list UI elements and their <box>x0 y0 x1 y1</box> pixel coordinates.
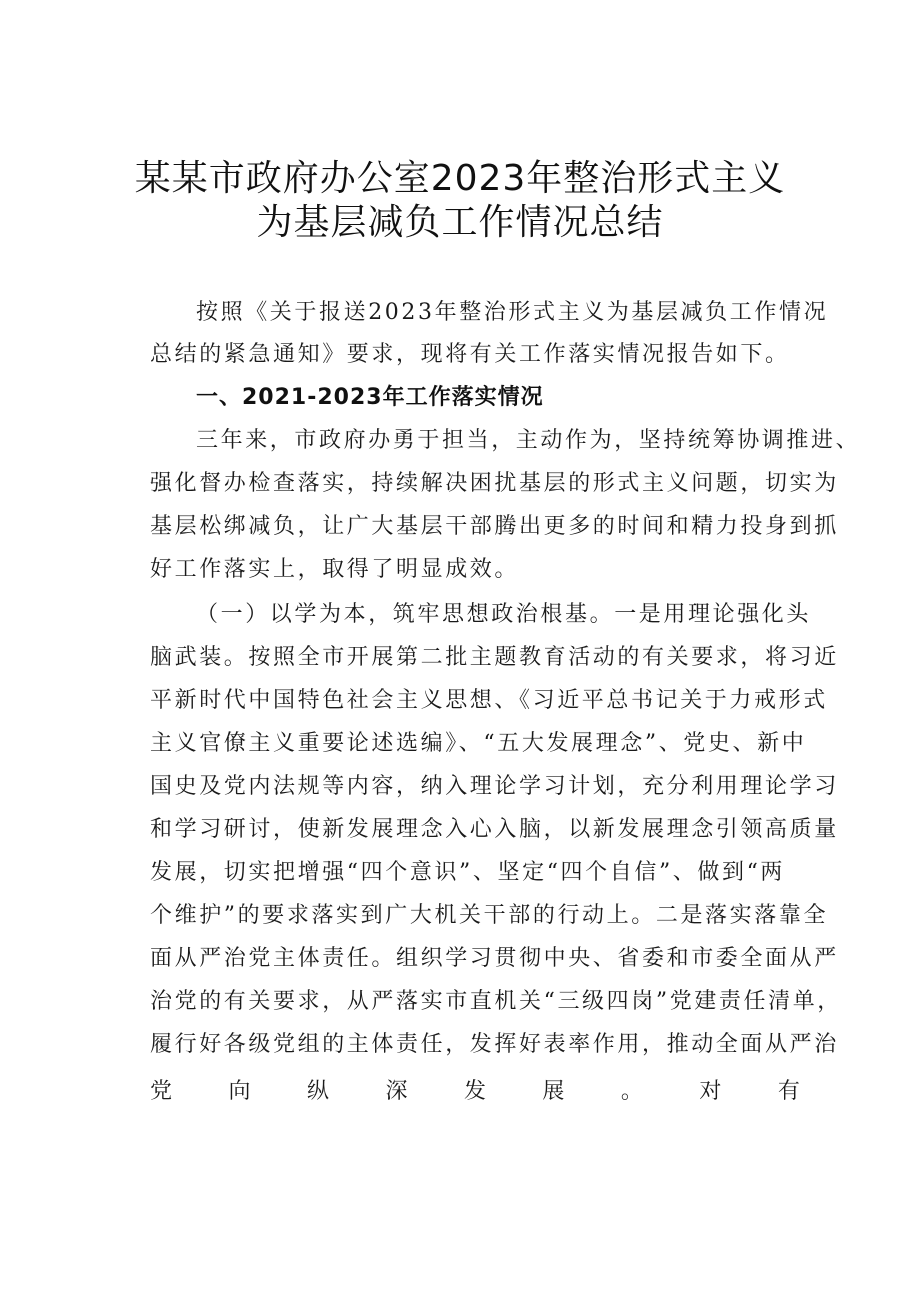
last-line-char: 对 <box>699 1079 722 1104</box>
last-line-char: 展 <box>542 1079 565 1104</box>
sub-1-last-line <box>150 1076 800 1108</box>
sub-1-line-4: 主义官僚主义重要论述选编》、“五大发展理念”、党史、新中 <box>150 731 807 756</box>
document-title-line-2: 为基层减负工作情况总结 <box>256 202 664 243</box>
section-1-heading: 一、2021-2023年工作落实情况 <box>196 385 544 410</box>
document-title-line-1: 某某市政府办公室2023年整治形式主义 <box>134 158 786 199</box>
sub-1-line-10: 治党的有关要求，从严落实市直机关“三级四岗”党建责任清单， <box>150 989 842 1014</box>
last-line-char: 深 <box>385 1079 408 1104</box>
sub-1-line-8: 个维护”的要求落实到广大机关干部的行动上。二是落实落靠全 <box>150 903 829 928</box>
last-line-char: 纵 <box>306 1079 329 1104</box>
last-line-char: 有 <box>777 1079 800 1104</box>
section-1-line-1: 三年来，市政府办勇于担当，主动作为，坚持统筹协调推进、 <box>196 428 861 453</box>
sub-1-line-11: 履行好各级党组的主体责任，发挥好表率作用，推动全面从严治 <box>150 1032 839 1057</box>
last-line-char: 。 <box>620 1079 643 1104</box>
last-line-char: 向 <box>228 1079 251 1104</box>
section-1-line-4: 好工作落实上，取得了明显成效。 <box>150 557 520 582</box>
sub-1-line-7: 发展，切实把增强“四个意识”、坚定“四个自信”、做到“两 <box>150 860 786 885</box>
intro-line-2: 总结的紧急通知》要求，现将有关工作落实情况报告如下。 <box>150 342 790 367</box>
last-line-char: 发 <box>463 1079 486 1104</box>
sub-1-line-2: 脑武装。按照全市开展第二批主题教育活动的有关要求，将习近 <box>150 645 839 670</box>
last-line-char: 党 <box>150 1079 173 1104</box>
sub-1-line-3: 平新时代中国特色社会主义思想、《习近平总书记关于力戒形式 <box>150 688 828 713</box>
sub-1-line-5: 国史及党内法规等内容，纳入理论学习计划，充分利用理论学习 <box>150 774 839 799</box>
section-1-line-3: 基层松绑减负，让广大基层干部腾出更多的时间和精力投身到抓 <box>150 514 839 539</box>
sub-1-line-9: 面从严治党主体责任。组织学习贯彻中央、省委和市委全面从严 <box>150 946 839 971</box>
section-1-line-2: 强化督办检查落实，持续解决困扰基层的形式主义问题，切实为 <box>150 471 839 496</box>
sub-1-line-6: 和学习研讨，使新发展理念入心入脑，以新发展理念引领高质量 <box>150 817 839 842</box>
intro-line-1: 按照《关于报送2023年整治形式主义为基层减负工作情况 <box>196 300 829 325</box>
sub-1-line-1: （一）以学为本，筑牢思想政治根基。一是用理论强化头 <box>196 602 812 627</box>
